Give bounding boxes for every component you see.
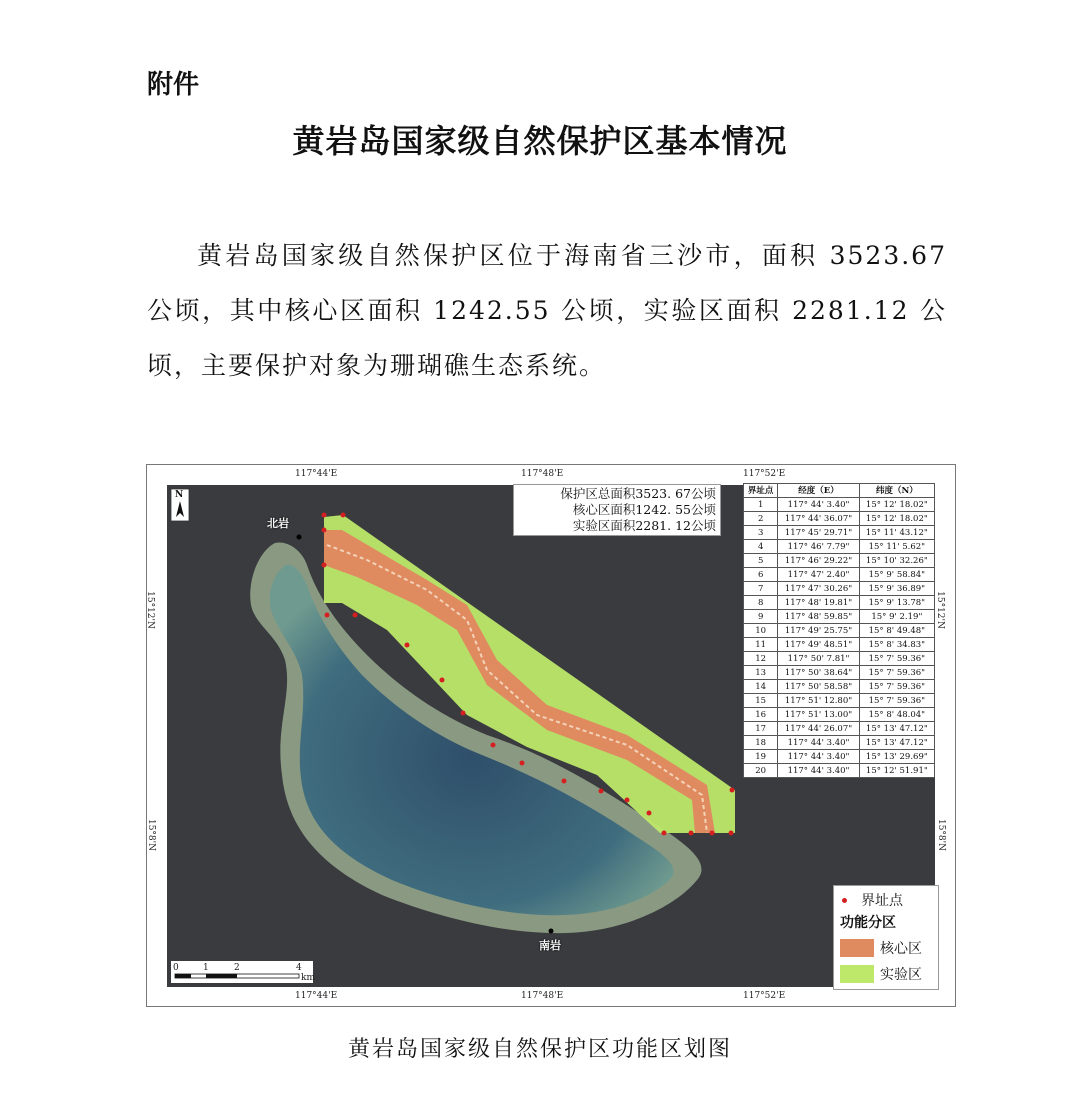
table-cell: 2 bbox=[744, 512, 778, 526]
summary-experimental: 实验区面积2281. 12公顷 bbox=[572, 518, 716, 533]
table-cell: 15° 9' 2.19" bbox=[859, 610, 934, 624]
table-cell: 15° 12' 18.02" bbox=[859, 498, 934, 512]
figure-caption: 黄岩岛国家级自然保护区功能区划图 bbox=[347, 1037, 732, 1062]
table-cell: 10 bbox=[744, 624, 778, 638]
table-row bbox=[744, 512, 935, 526]
top-tick-3: 117°52'E bbox=[743, 469, 786, 479]
table-row bbox=[744, 736, 935, 750]
table-cell: 117° 44' 36.07" bbox=[778, 512, 859, 526]
table-cell: 117° 44' 3.40" bbox=[778, 736, 859, 750]
core-zone-swatch bbox=[840, 939, 874, 957]
left-tick-2: 15°8'N bbox=[146, 818, 157, 852]
table-cell: 117° 44' 3.40" bbox=[778, 498, 859, 512]
table-cell: 17 bbox=[744, 722, 778, 736]
north-rock-marker bbox=[297, 535, 302, 540]
table-row bbox=[744, 680, 935, 694]
scale-label-0: 0 bbox=[173, 963, 179, 973]
scale-unit: km bbox=[301, 973, 315, 983]
table-cell: 117° 49' 48.51" bbox=[778, 638, 859, 652]
table-row bbox=[744, 568, 935, 582]
table-cell: 15° 8' 49.48" bbox=[859, 624, 934, 638]
table-header: 经度（E） bbox=[778, 484, 859, 498]
table-cell: 15° 12' 51.91" bbox=[859, 764, 934, 778]
scale-label-1: 1 bbox=[203, 963, 209, 973]
table-cell: 117° 46' 29.22" bbox=[778, 554, 859, 568]
table-cell: 117° 48' 59.85" bbox=[778, 610, 859, 624]
table-cell: 117° 50' 38.64" bbox=[778, 666, 859, 680]
table-row bbox=[744, 708, 935, 722]
table-row bbox=[744, 554, 935, 568]
table-cell: 15° 7' 59.36" bbox=[859, 652, 934, 666]
table-cell: 19 bbox=[744, 750, 778, 764]
map-legend bbox=[833, 885, 939, 990]
table-header: 纬度（N） bbox=[859, 484, 934, 498]
table-row bbox=[744, 596, 935, 610]
table-cell: 117° 49' 25.75" bbox=[778, 624, 859, 638]
top-tick-1: 117°44'E bbox=[295, 469, 338, 479]
table-cell: 117° 48' 19.81" bbox=[778, 596, 859, 610]
table-cell: 15° 13' 47.12" bbox=[859, 722, 934, 736]
table-row bbox=[744, 666, 935, 680]
table-cell: 117° 44' 3.40" bbox=[778, 764, 859, 778]
table-cell: 117° 46' 7.79" bbox=[778, 540, 859, 554]
table-cell: 8 bbox=[744, 596, 778, 610]
table-cell: 117° 47' 30.26" bbox=[778, 582, 859, 596]
table-cell: 117° 44' 26.07" bbox=[778, 722, 859, 736]
top-tick-2: 117°48'E bbox=[521, 469, 564, 479]
table-cell: 7 bbox=[744, 582, 778, 596]
document-title: 黄岩岛国家级自然保护区基本情况 bbox=[292, 122, 788, 160]
table-cell: 5 bbox=[744, 554, 778, 568]
table-cell: 15° 9' 36.89" bbox=[859, 582, 934, 596]
table-cell: 6 bbox=[744, 568, 778, 582]
bottom-tick-2: 117°48'E bbox=[521, 991, 564, 1001]
table-cell: 15° 7' 59.36" bbox=[859, 680, 934, 694]
table-cell: 15° 7' 59.36" bbox=[859, 694, 934, 708]
table-cell: 15° 8' 48.04" bbox=[859, 708, 934, 722]
table-cell: 15° 11' 43.12" bbox=[859, 526, 934, 540]
boundary-point-icon bbox=[842, 898, 847, 903]
table-cell: 15° 10' 32.26" bbox=[859, 554, 934, 568]
legend-point-label: 界址点 bbox=[861, 893, 903, 909]
scale-label-4: 4 bbox=[296, 963, 302, 973]
table-row bbox=[744, 722, 935, 736]
summary-total: 保护区总面积3523. 67公顷 bbox=[560, 486, 716, 501]
bottom-tick-1: 117°44'E bbox=[295, 991, 338, 1001]
table-cell: 15° 11' 5.62" bbox=[859, 540, 934, 554]
legend-core-label: 核心区 bbox=[880, 941, 922, 957]
table-row bbox=[744, 652, 935, 666]
table-cell: 14 bbox=[744, 680, 778, 694]
table-cell: 15° 13' 29.69" bbox=[859, 750, 934, 764]
scale-label-2: 2 bbox=[234, 963, 240, 973]
south-rock-label: 南岩 bbox=[539, 939, 561, 952]
table-cell: 15° 13' 47.12" bbox=[859, 736, 934, 750]
table-cell: 1 bbox=[744, 498, 778, 512]
table-cell: 117° 50' 7.81" bbox=[778, 652, 859, 666]
legend-experimental-label: 实验区 bbox=[880, 967, 922, 983]
table-cell: 117° 44' 3.40" bbox=[778, 750, 859, 764]
experimental-zone-swatch bbox=[840, 965, 874, 983]
table-cell: 4 bbox=[744, 540, 778, 554]
table-row bbox=[744, 582, 935, 596]
table-row bbox=[744, 638, 935, 652]
table-row bbox=[744, 540, 935, 554]
south-rock-marker bbox=[549, 929, 554, 934]
table-cell: 15° 9' 13.78" bbox=[859, 596, 934, 610]
north-arrow-label: N bbox=[175, 490, 184, 500]
table-cell: 117° 51' 12.80" bbox=[778, 694, 859, 708]
right-tick-1: 15°12'N bbox=[934, 591, 945, 629]
scale-bar-bg bbox=[171, 961, 313, 983]
table-cell: 15 bbox=[744, 694, 778, 708]
north-rock-label: 北岩 bbox=[267, 517, 289, 530]
table-row bbox=[744, 764, 935, 778]
boundary-point-table bbox=[743, 483, 935, 778]
table-cell: 15° 8' 34.83" bbox=[859, 638, 934, 652]
table-cell: 15° 7' 59.36" bbox=[859, 666, 934, 680]
table-cell: 20 bbox=[744, 764, 778, 778]
table-cell: 12 bbox=[744, 652, 778, 666]
table-row bbox=[744, 694, 935, 708]
table-cell: 117° 45' 29.71" bbox=[778, 526, 859, 540]
table-cell: 16 bbox=[744, 708, 778, 722]
table-cell: 18 bbox=[744, 736, 778, 750]
table-header: 界址点 bbox=[744, 484, 778, 498]
table-row bbox=[744, 750, 935, 764]
left-tick-1: 15°12'N bbox=[144, 591, 155, 629]
attachment-label: 附件 bbox=[147, 70, 200, 100]
table-cell: 3 bbox=[744, 526, 778, 540]
right-tick-2: 15°8'N bbox=[936, 818, 947, 852]
table-cell: 117° 50' 58.58" bbox=[778, 680, 859, 694]
table-cell: 15° 12' 18.02" bbox=[859, 512, 934, 526]
table-cell: 13 bbox=[744, 666, 778, 680]
table-cell: 9 bbox=[744, 610, 778, 624]
table-row bbox=[744, 610, 935, 624]
intro-paragraph: 黄岩岛国家级自然保护区位于海南省三沙市，面积 3523.67 公顷，其中核心区面积 1242.55 公顷，实验区面积 2281.12 公顷，主要保护对象为珊瑚礁生态系统。 bbox=[147, 241, 947, 380]
area-summary-box bbox=[513, 484, 721, 536]
table-cell: 15° 9' 58.84" bbox=[859, 568, 934, 582]
summary-core: 核心区面积1242. 55公顷 bbox=[572, 502, 716, 517]
table-row bbox=[744, 624, 935, 638]
table-cell: 11 bbox=[744, 638, 778, 652]
table-row bbox=[744, 526, 935, 540]
table-cell: 117° 47' 2.40" bbox=[778, 568, 859, 582]
table-row bbox=[744, 498, 935, 512]
bottom-tick-3: 117°52'E bbox=[743, 991, 786, 1001]
legend-heading: 功能分区 bbox=[840, 915, 896, 931]
table-cell: 117° 51' 13.00" bbox=[778, 708, 859, 722]
